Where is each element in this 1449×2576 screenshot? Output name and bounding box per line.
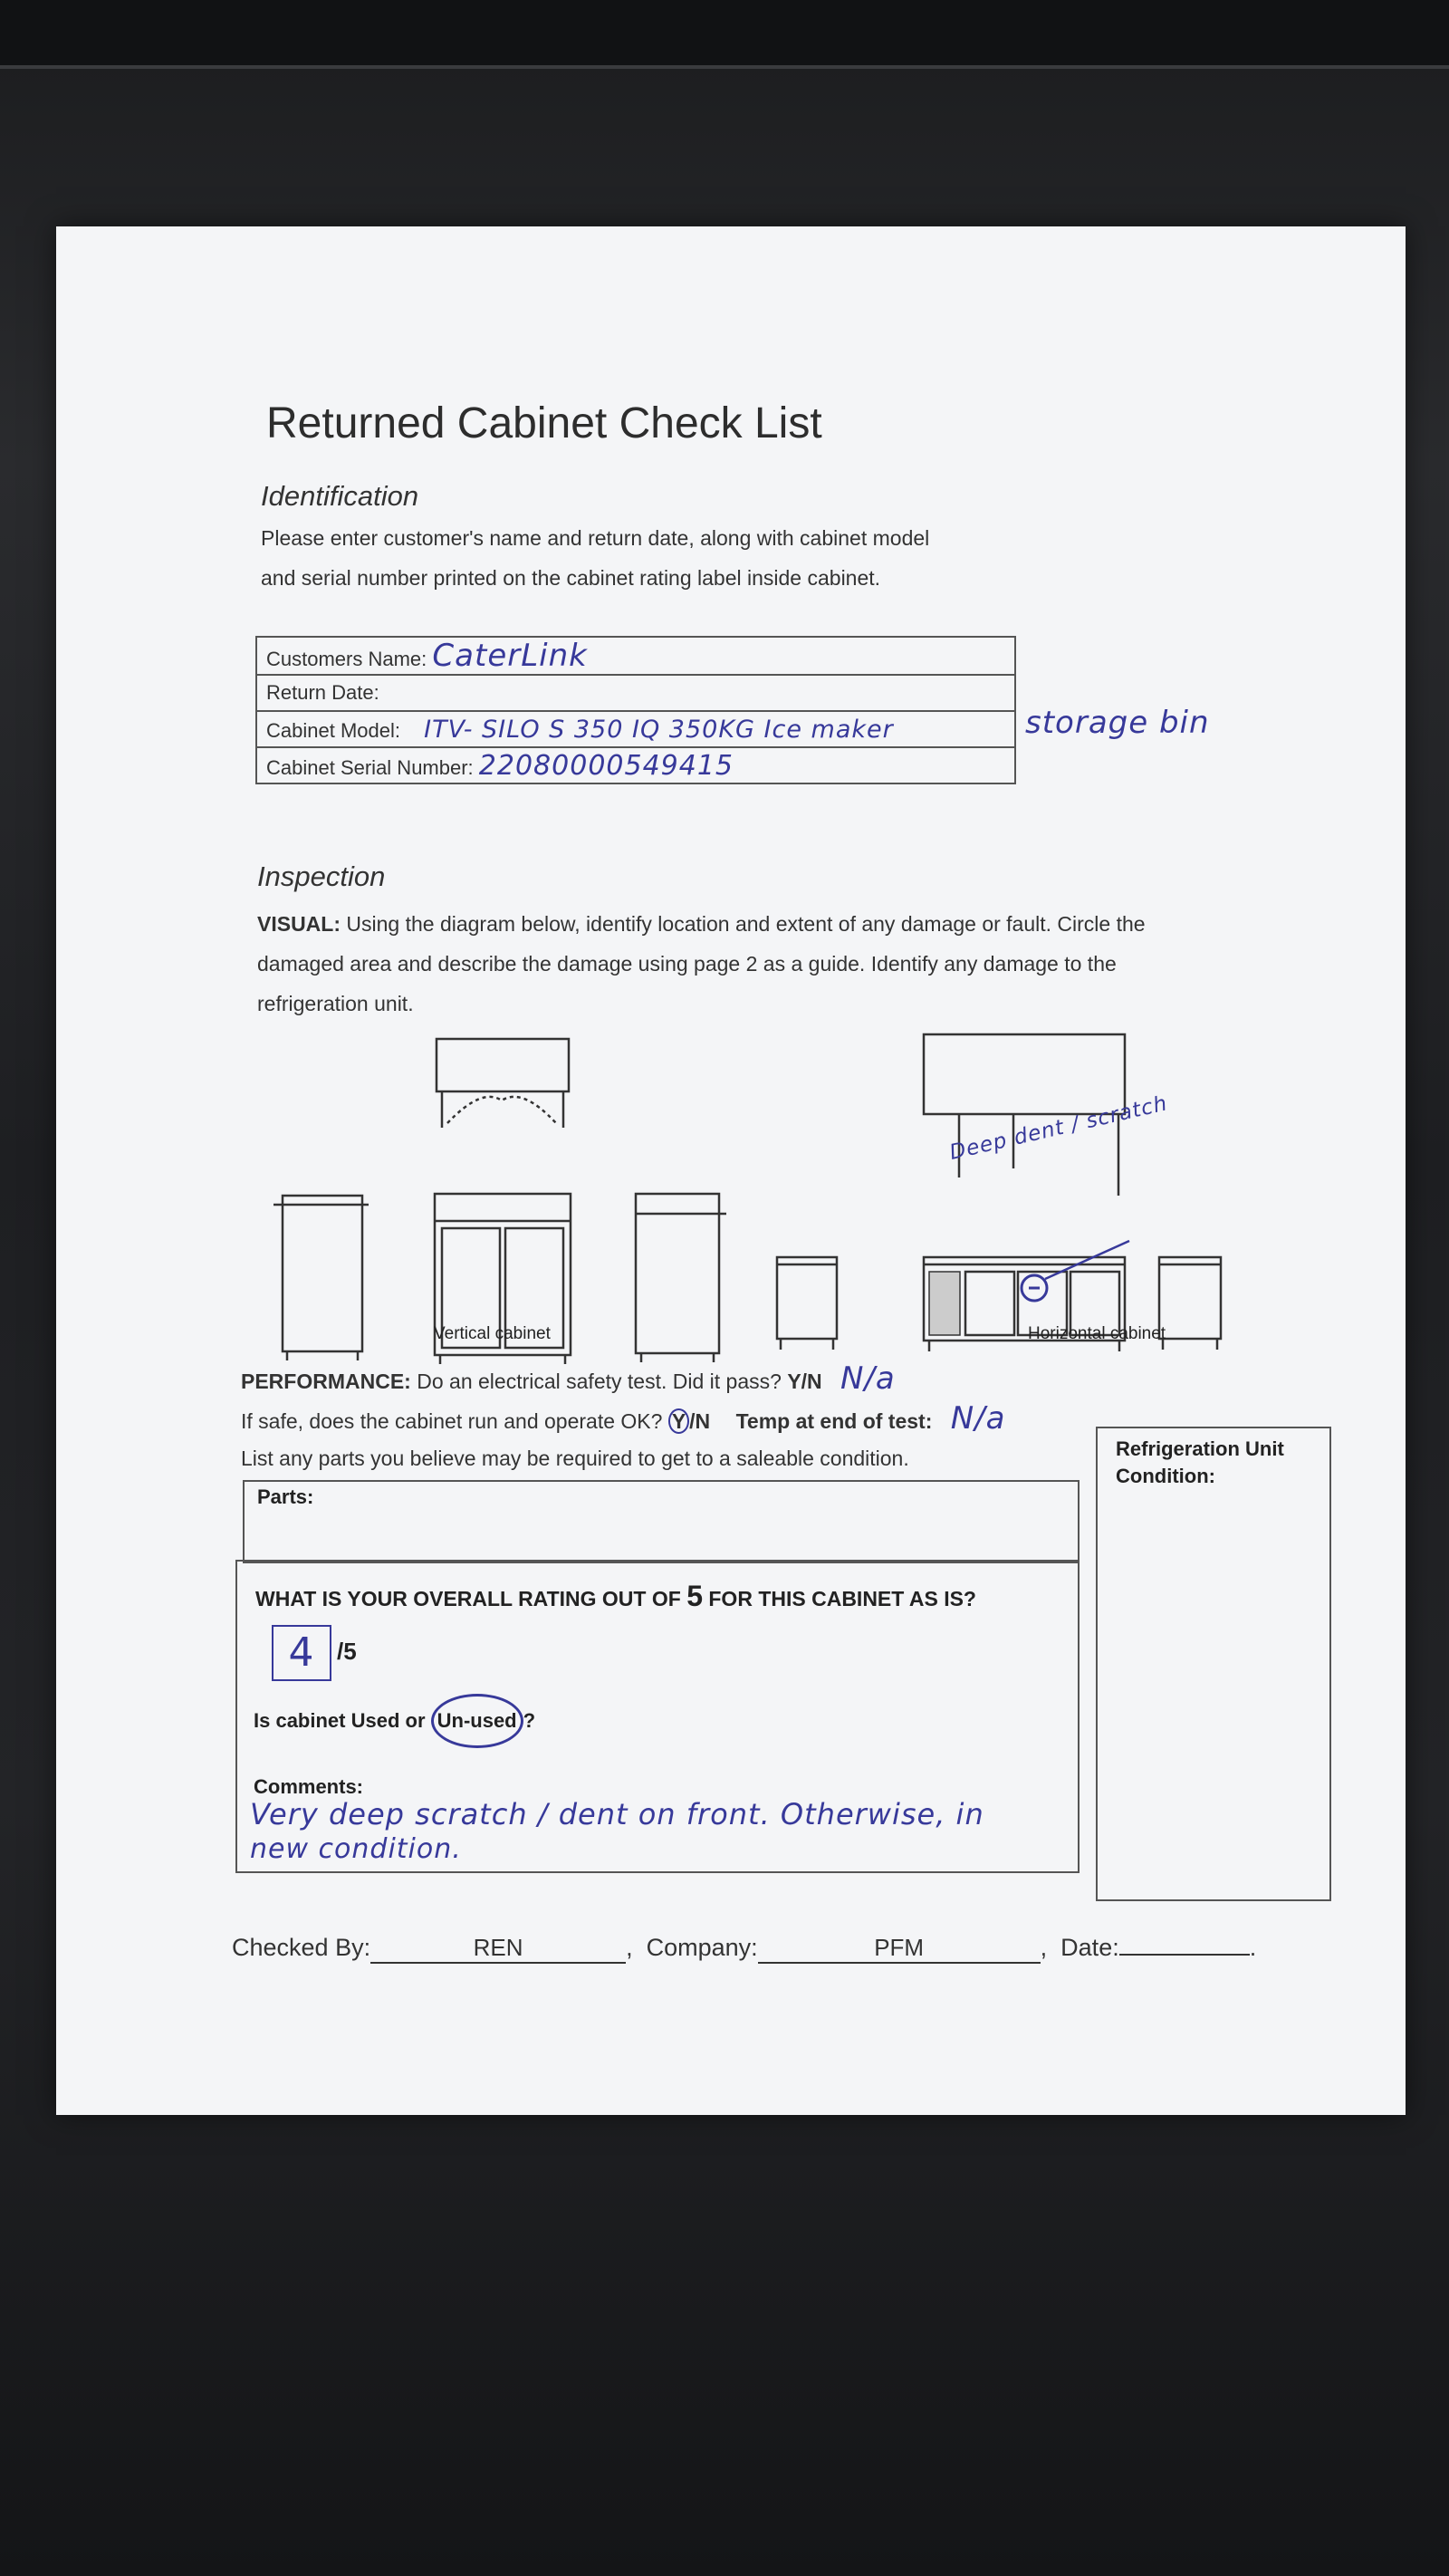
score-value: 4 [288, 1629, 315, 1676]
model-value[interactable]: ITV- SILO S 350 IQ 350KG Ice maker [424, 715, 894, 744]
company-label: Company: [646, 1934, 758, 1961]
customer-label: Customers Name: [266, 648, 427, 670]
vertical-cabinet-single-right [636, 1194, 726, 1362]
company-value[interactable]: PFM [758, 1934, 1041, 1964]
visual-line-3: refrigeration unit. [257, 992, 414, 1015]
identification-instructions-1: Please enter customer's name and return date, along with cabinet model [261, 526, 930, 550]
temp-label: Temp at end of test: [735, 1409, 933, 1433]
vertical-cabinet-caption: Vertical cabinet [434, 1324, 551, 1343]
parts-label: Parts: [257, 1485, 314, 1508]
score-box[interactable] [272, 1625, 331, 1681]
identification-heading: Identification [261, 480, 419, 512]
yes-no-1[interactable]: Y/N [787, 1370, 822, 1393]
visual-text-1: Using the diagram below, identify location and extent of any damage or fault. Circle the [346, 912, 1146, 936]
used-prefix: Is cabinet Used or [254, 1709, 431, 1732]
return-date-row [256, 675, 1015, 711]
performance-line-2 [241, 1399, 1006, 1442]
refrigeration-label-line-1: Refrigeration Unit [1116, 1437, 1284, 1460]
yes-circled[interactable]: Y [668, 1408, 689, 1434]
return-date-label: Return Date: [266, 681, 379, 704]
identification-instructions-2: and serial number printed on the cabinet rating label inside cabinet. [261, 566, 881, 590]
checklist-paper [56, 226, 1406, 2115]
identification-table [255, 636, 1016, 784]
model-row [256, 711, 1015, 747]
score-out-of: /5 [337, 1638, 357, 1665]
serial-label: Cabinet Serial Number: [266, 755, 474, 779]
performance-line-1 [241, 1359, 896, 1402]
visual-label: VISUAL: [257, 912, 341, 936]
parts-instruction: List any parts you believe may be required to get to a saleable condition. [241, 1447, 909, 1470]
rating-box [235, 1560, 1080, 1873]
unused-circled[interactable]: Un-used [431, 1694, 523, 1748]
model-note: storage bin [1025, 705, 1210, 741]
rating-question-number: 5 [686, 1580, 703, 1612]
horizontal-cabinet-caption: Horizontal cabinet [1028, 1324, 1166, 1343]
temp-value: N/a [950, 1400, 1006, 1437]
checked-by-label: Checked By: [232, 1934, 371, 1961]
comments-line-1[interactable]: Very deep scratch / dent on front. Otherwise, in [250, 1797, 984, 1831]
horizontal-cabinet-small-right [1159, 1257, 1221, 1350]
customer-row [256, 637, 1015, 675]
performance-question-2: If safe, does the cabinet run and operate OK? [241, 1409, 663, 1433]
vertical-cabinet-single-left [273, 1196, 369, 1360]
comments-line-2[interactable]: new condition. [250, 1833, 462, 1865]
parts-box[interactable] [243, 1480, 1080, 1563]
yes-no-2-rest[interactable]: /N [689, 1409, 711, 1433]
serial-row [256, 747, 1015, 783]
footer-signoff: Checked By: REN , Company: PFM , Date: . [232, 1934, 1256, 1964]
rating-question-prefix: WHAT IS YOUR OVERALL RATING OUT OF [255, 1587, 687, 1610]
refrigeration-label [1116, 1436, 1284, 1490]
rating-question-suffix: FOR THIS CABINET AS IS? [702, 1587, 976, 1610]
visual-line-1 [257, 904, 1146, 945]
performance-label: PERFORMANCE: [241, 1370, 411, 1393]
refrigeration-unit-box[interactable] [1096, 1427, 1331, 1901]
date-value[interactable] [1119, 1954, 1250, 1956]
serial-value[interactable]: 22080000549415 [478, 749, 734, 782]
refrigeration-label-line-2: Condition: [1116, 1465, 1215, 1487]
rating-question [255, 1580, 976, 1613]
vertical-cabinet-double [435, 1039, 571, 1364]
checked-by-value[interactable]: REN [370, 1934, 626, 1964]
horizontal-cabinet-main [924, 1034, 1129, 1351]
comments-label: Comments: [254, 1775, 364, 1798]
visual-line-2: damaged area and describe the damage using page 2 as a guide. Identify any damage to the [257, 952, 1117, 976]
used-suffix: ? [523, 1709, 536, 1732]
used-question [254, 1706, 535, 1735]
page-title: Returned Cabinet Check List [266, 399, 822, 447]
date-label: Date: [1060, 1934, 1119, 1961]
top-frame-bar [0, 0, 1449, 69]
horizontal-cabinet-small-left [777, 1257, 837, 1350]
damage-note: Deep dent / scratch [947, 1091, 1170, 1165]
performance-question-1: Do an electrical safety test. Did it pass? [417, 1370, 782, 1393]
answer-1: N/a [840, 1360, 896, 1397]
customer-value[interactable]: CaterLink [432, 638, 588, 674]
inspection-heading: Inspection [257, 860, 386, 892]
model-label: Cabinet Model: [266, 718, 400, 742]
